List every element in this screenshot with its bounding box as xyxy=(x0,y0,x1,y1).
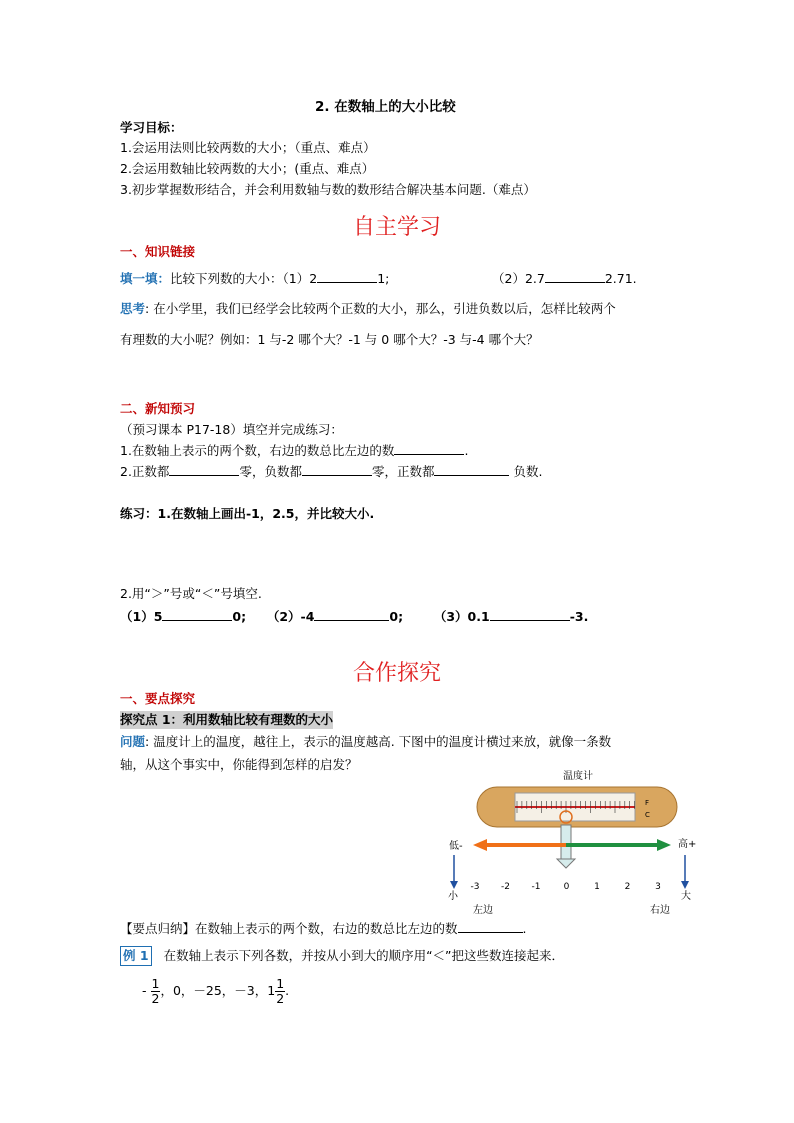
fill-blank-a[interactable] xyxy=(317,270,377,283)
banner-self-study: 自主学习 xyxy=(352,215,441,240)
right-down-arrowhead xyxy=(681,881,689,889)
practice-2-items xyxy=(120,608,588,626)
scale-f: F xyxy=(645,799,650,807)
page-title: 2. 在数轴上的大小比较 xyxy=(315,99,456,115)
fill-text: 比较下列数的大小：（1）2 xyxy=(170,271,318,286)
summary-line xyxy=(120,920,527,938)
fill-blank-b[interactable] xyxy=(545,270,605,283)
pointer-tip xyxy=(557,859,575,868)
question-line1 xyxy=(120,733,611,751)
think-line2: 有理数的大小呢？例如：1 与-2 哪个大？-1 与 0 哪个大？-3 与-4 哪个大？ xyxy=(120,332,539,347)
frac-num: 1 xyxy=(151,976,160,991)
fill-label: 填一填： xyxy=(120,271,171,286)
fill-b-end: 2.71. xyxy=(604,271,637,286)
q2-blank-1[interactable] xyxy=(169,463,239,476)
q1-text: 1.在数轴上表示的两个数，右边的数总比左边的数 xyxy=(120,443,395,458)
goals-heading: 学习目标： xyxy=(120,120,183,135)
example-numbers xyxy=(142,976,289,1006)
left-side-label: 左边 xyxy=(473,905,493,915)
q2c: 零，正数都 xyxy=(371,464,435,479)
fraction-half xyxy=(151,977,161,1006)
p2-blank-3[interactable] xyxy=(490,608,570,621)
p2-1: （1）5 xyxy=(120,609,163,624)
think-text1: : 在小学里，我们已经学会比较两个正数的大小，那么，引进负数以后，怎样比较两个 xyxy=(145,301,616,316)
question-label: 问题 xyxy=(120,734,146,749)
summary-blank[interactable] xyxy=(458,920,523,933)
q2b: 零，负数都 xyxy=(239,464,302,479)
q1-end: . xyxy=(464,443,469,458)
axis-tick-label: -2 xyxy=(501,882,510,892)
low-label: 低- xyxy=(449,841,463,852)
example-text: 在数轴上表示下列各数，并按从小到大的顺序用“＜”把这些数连接起来． xyxy=(163,948,565,963)
p2-2-end: 0; xyxy=(389,609,404,624)
numbers-middle: ，0，－25，－3，1 xyxy=(160,983,276,998)
thermometer-figure xyxy=(445,765,715,915)
preview-intro: （预习课本 P17-18）填空并完成练习： xyxy=(120,422,343,437)
frac-den: 2 xyxy=(151,991,160,1006)
practice-2: 2.用“＞”号或“＜”号填空. xyxy=(120,586,262,601)
fill-line xyxy=(120,270,389,288)
goal-3: 3.初步掌握数形结合，并会利用数轴与数的数形结合解决基本问题.（难点） xyxy=(120,182,536,197)
q1-blank[interactable] xyxy=(394,442,464,455)
high-label: 高+ xyxy=(678,839,697,850)
practice-1: 练习：1.在数轴上画出-1，2.5，并比较大小. xyxy=(120,506,375,521)
big-label: 大 xyxy=(681,891,691,902)
scale-c: C xyxy=(645,811,650,819)
axis-tick-label: -3 xyxy=(470,882,480,892)
think-line1 xyxy=(120,300,616,318)
fill-b-start: （2）2.7 xyxy=(492,271,545,286)
example-label: 例 1 xyxy=(120,946,152,966)
left-down-arrowhead xyxy=(450,881,458,889)
axis-tick-label: 1 xyxy=(594,882,600,892)
axis-tick-label: 0 xyxy=(563,882,570,892)
banner-cooperative: 合作探究 xyxy=(352,661,441,686)
example-line xyxy=(120,946,564,966)
axis-tick-label: 2 xyxy=(624,882,631,892)
q2-blank-2[interactable] xyxy=(302,463,372,476)
small-label: 小 xyxy=(448,891,458,902)
axis-tick-label: 3 xyxy=(655,882,661,892)
orange-arrowhead xyxy=(473,839,487,851)
p2-1-end: 0; xyxy=(232,609,247,624)
section2-heading: 二、新知预习 xyxy=(120,401,196,416)
goal-1: 1.会运用法则比较两数的大小；（重点、难点） xyxy=(120,140,376,155)
think-label: 思考 xyxy=(120,301,146,316)
green-arrowhead xyxy=(657,839,671,851)
goal-2: 2.会运用数轴比较两数的大小；(重点、难点） xyxy=(120,161,375,176)
summary-text: 【要点归纳】在数轴上表示的两个数，右边的数总比左边的数 xyxy=(120,921,458,936)
p2-blank-1[interactable] xyxy=(162,608,232,621)
number-axis-labels xyxy=(471,882,661,892)
p2-3-end: -3. xyxy=(569,609,589,624)
p2-blank-2[interactable] xyxy=(314,608,389,621)
neg-sign: - xyxy=(142,983,147,998)
mixed-den: 2 xyxy=(276,991,285,1006)
axis-tick-label: -1 xyxy=(531,882,541,892)
q2a: 2.正数都 xyxy=(120,464,170,479)
fill-line-b xyxy=(492,270,637,288)
q2-blank-3[interactable] xyxy=(434,463,509,476)
fill-a-end: 1; xyxy=(377,271,390,286)
question-line2: 轴，从这个事实中，你能得到怎样的启发？ xyxy=(120,757,358,772)
fraction-mixed xyxy=(275,977,285,1006)
explore-point-1: 探究点 1：利用数轴比较有理数的大小 xyxy=(120,712,334,727)
numbers-end: . xyxy=(285,983,290,998)
preview-q2 xyxy=(120,463,542,481)
summary-end: . xyxy=(522,921,527,936)
p2-3: （3）0.1 xyxy=(433,609,490,624)
preview-q1 xyxy=(120,442,468,460)
figure-caption: 温度计 xyxy=(563,771,593,782)
q2d: 负数. xyxy=(509,464,543,479)
p2-2: （2）-4 xyxy=(266,609,315,624)
section1-heading: 一、知识链接 xyxy=(120,244,196,259)
mixed-num: 1 xyxy=(276,976,285,991)
question-text1: : 温度计上的温度，越往上，表示的温度越高. 下图中的温度计横过来放，就像一条数 xyxy=(145,734,612,749)
section3-heading: 一、要点探究 xyxy=(120,691,196,706)
right-side-label: 右边 xyxy=(650,905,670,915)
